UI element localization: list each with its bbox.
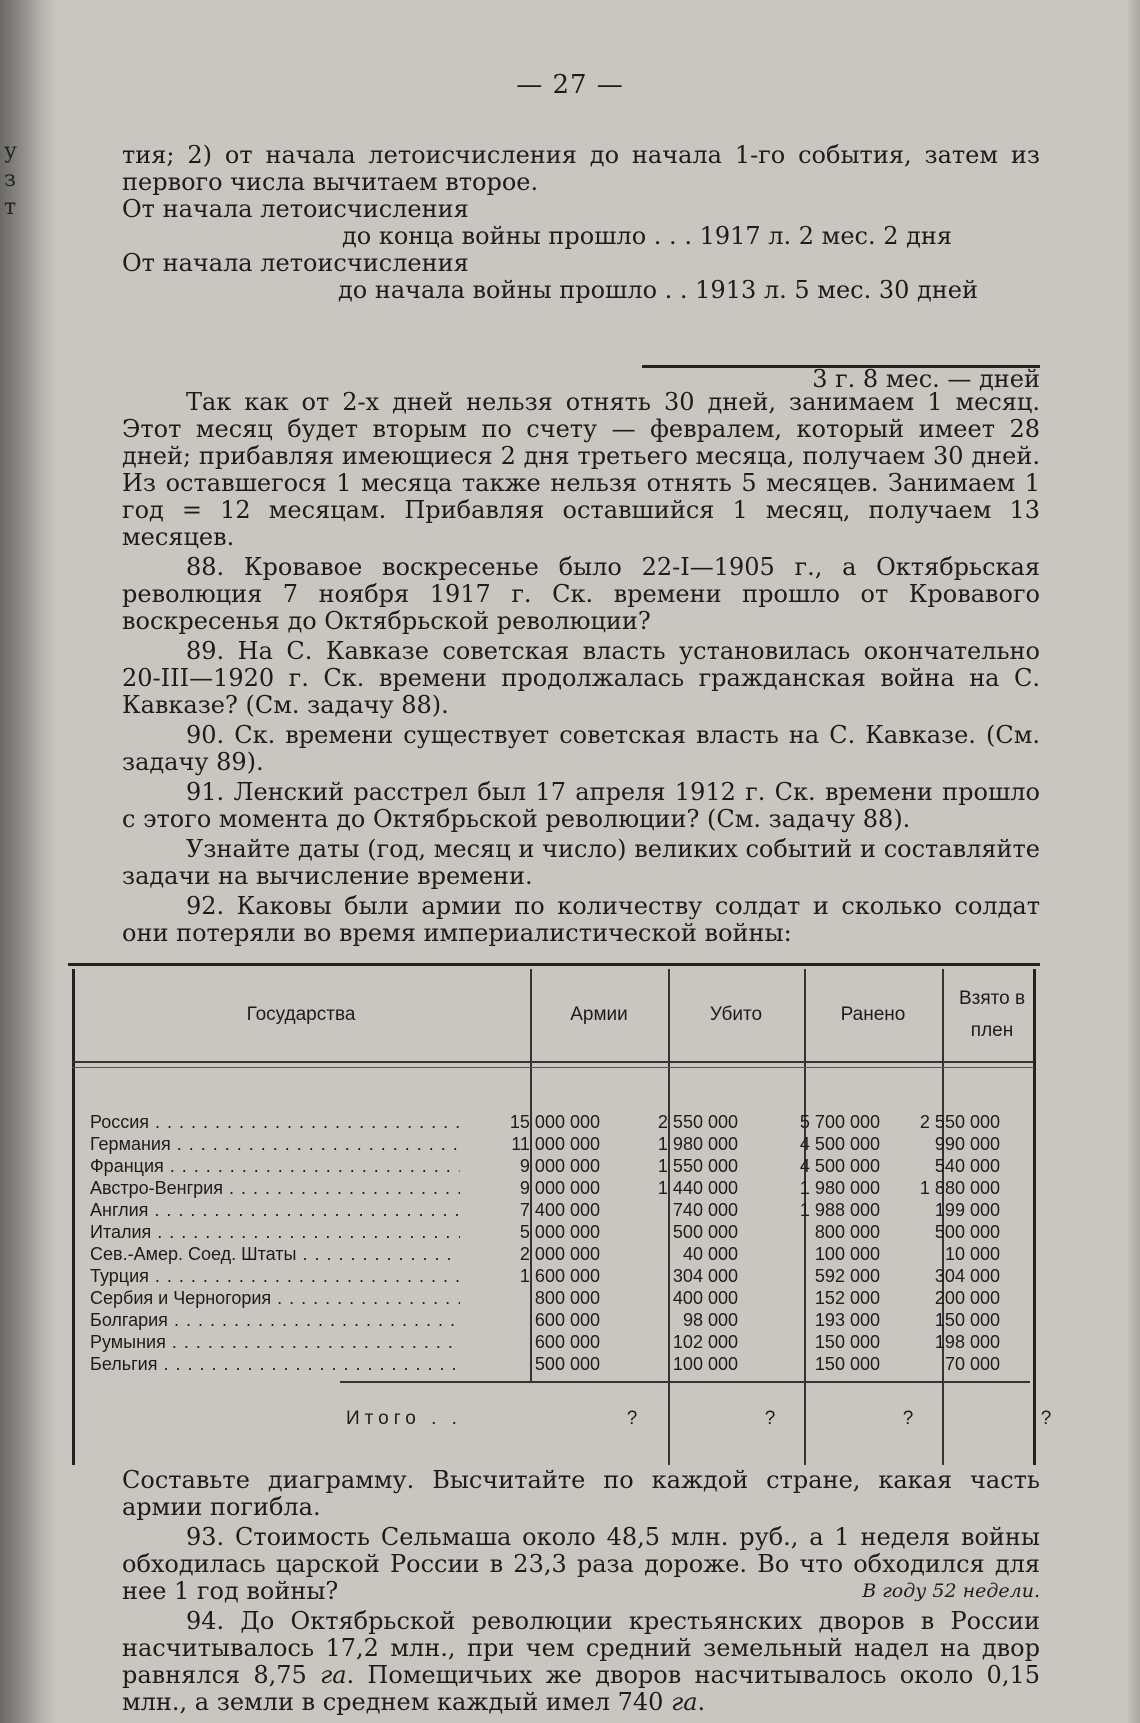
wounded-value: 592 000 [814, 1266, 880, 1286]
wounded-value: 150 000 [814, 1332, 880, 1352]
header-killed: Убито [709, 1004, 763, 1025]
killed-value: 102 000 [672, 1332, 738, 1352]
wounded-value: 5 700 000 [799, 1112, 880, 1132]
wounded-value: 800 000 [814, 1222, 880, 1242]
problem-90: 90. Ск. времени существует советская власть на С. Кавказе. (См. задачу 89). [122, 721, 1040, 776]
total-army: ? [626, 1408, 638, 1429]
book-spine-shadow [0, 0, 58, 1723]
problem-88: 88. Кровавое воскресенье было 22-I—1905 г., а Октябрьская революция 7 ноября 1917 г. Ск. времени прошло от Кровавого воскресенья до Октябрьской революции? [122, 553, 1040, 635]
killed-value: 400 000 [672, 1288, 738, 1308]
army-value: 15 000 000 [509, 1112, 600, 1132]
page-number: — 27 — [516, 70, 624, 100]
table-row [90, 1111, 1040, 1133]
page-content [90, 141, 1052, 1716]
header-army: Армии [570, 1004, 628, 1025]
killed-value: 500 000 [672, 1222, 738, 1242]
wounded-value: 193 000 [814, 1310, 880, 1330]
table-row [90, 1353, 1040, 1375]
unit-hectare: га [671, 1688, 698, 1716]
total-killed: ? [764, 1408, 776, 1429]
table-top-rule [68, 963, 1040, 966]
captured-value: 500 000 [934, 1222, 1000, 1242]
state-name: Франция . . . [90, 1155, 460, 1177]
margin-letter: у [4, 139, 17, 164]
wounded-value: 1 988 000 [799, 1200, 880, 1220]
captured-value: 2 550 000 [919, 1112, 1000, 1132]
state-name: Германия . . . [90, 1133, 460, 1155]
table-row [90, 1243, 1040, 1265]
header-rule [72, 1067, 1034, 1068]
captured-value: 990 000 [934, 1134, 1000, 1154]
page-edge [1126, 0, 1140, 1723]
calc-line-1b: до конца войны прошло . . . 1917 л. 2 мес. 2 дня [342, 222, 953, 250]
problem-91: 91. Ленский расстрел был 17 апреля 1912 г. Ск. времени прошло с этого момента до Октябрьской революции? (См. задачу 88). [122, 778, 1040, 833]
margin-letter: т [4, 195, 17, 220]
captured-value: 200 000 [934, 1288, 1000, 1308]
killed-value: 1 980 000 [657, 1134, 738, 1154]
captured-value: 304 000 [934, 1266, 1000, 1286]
problem-92: 92. Каковы были армии по количеству солдат и сколько солдат они потеряли во время империалистической войны: [122, 892, 1040, 947]
wounded-value: 1 980 000 [799, 1178, 880, 1198]
state-name: Сербия и Черногория . . . [90, 1287, 460, 1309]
army-value: 1 600 000 [519, 1266, 600, 1286]
war-losses-table [90, 963, 1052, 1467]
total-wounded: ? [902, 1408, 914, 1429]
state-name: Англия . . . [90, 1199, 460, 1221]
army-value: 600 000 [534, 1332, 600, 1352]
margin-letter: з [4, 167, 16, 192]
state-name: Румыния . . . [90, 1331, 460, 1353]
total-rule [340, 1381, 1030, 1383]
table-row [90, 1287, 1040, 1309]
header-captured: Взято в плен [958, 988, 1026, 1041]
problem-94 [122, 1608, 1040, 1716]
problem-94-text: 94. До Октябрьской революции крестьянских дворов в России насчитывалось 17,2 млн., при чем средний земельный надел на двор равнялся 8,75 [122, 1607, 1040, 1689]
instruction-paragraph: Узнайте даты (год, месяц и число) великих событий и составляйте задачи на вычисление времени. [122, 835, 1040, 890]
state-name: Бельгия . . . [90, 1353, 460, 1375]
total-captured: ? [1040, 1408, 1052, 1429]
killed-value: 1 550 000 [657, 1156, 738, 1176]
captured-value: 70 000 [944, 1354, 1000, 1374]
table-row [90, 1133, 1040, 1155]
army-value: 800 000 [534, 1288, 600, 1308]
state-name: Австро-Венгрия . . . [90, 1177, 460, 1199]
problem-94-text-cont: . Помещичьих же дворов насчитывалось около 0,15 млн., а земли в среднем каждый имел 740 [122, 1661, 1040, 1716]
army-value: 11 000 000 [511, 1134, 600, 1154]
problem-94-end: . [697, 1688, 706, 1716]
calc-result: 3 г. 8 мес. — дней [812, 365, 1040, 393]
killed-value: 740 000 [672, 1200, 738, 1220]
table-row [90, 1331, 1040, 1353]
wounded-value: 152 000 [814, 1288, 880, 1308]
table-row [90, 1309, 1040, 1331]
table-row [90, 1221, 1040, 1243]
killed-value: 40 000 [682, 1244, 738, 1264]
problem-89: 89. На С. Кавказе советская власть установилась окончательно 20-III—1920 г. Ск. времени продолжалась гражданская война на С. Кавказе? (См. задачу 88). [122, 637, 1040, 719]
killed-value: 2 550 000 [657, 1112, 738, 1132]
state-name: Италия . . . [90, 1221, 460, 1243]
killed-value: 1 440 000 [657, 1178, 738, 1198]
intro-paragraph: тия; 2) от начала летоисчисления до начала 1-го события, затем из первого числа вычитаем второе. [122, 141, 1040, 196]
total-label: Итого . . [346, 1408, 462, 1429]
captured-value: 540 000 [934, 1156, 1000, 1176]
problem-93-note: В году 52 недели. [862, 1580, 1040, 1602]
header-wounded: Ранено [840, 1004, 906, 1025]
army-value: 5 000 000 [519, 1222, 600, 1242]
header-rule [72, 1061, 1034, 1063]
calc-line-2a: От начала летоисчисления [122, 249, 469, 277]
date-calculation [122, 196, 1040, 393]
table-row [90, 1155, 1040, 1177]
table-body [90, 1111, 1040, 1375]
wounded-value: 4 500 000 [799, 1156, 880, 1176]
captured-value: 150 000 [934, 1310, 1000, 1330]
wounded-value: 150 000 [814, 1354, 880, 1374]
captured-value: 1 880 000 [919, 1178, 1000, 1198]
problem-93: 93. Стоимость Сельмаша около 48,5 млн. руб., а 1 неделя войны обходилась царской России в 23,3 раза дороже. Во что обходился для нее 1 год войны? [122, 1523, 1040, 1605]
army-value: 500 000 [534, 1354, 600, 1374]
calc-line-1a: От начала летоисчисления [122, 195, 469, 223]
captured-value: 198 000 [934, 1332, 1000, 1352]
state-name: Турция . . . [90, 1265, 460, 1287]
killed-value: 304 000 [672, 1266, 738, 1286]
table-row [90, 1199, 1040, 1221]
army-value: 2 000 000 [519, 1244, 600, 1264]
army-value: 9 000 000 [519, 1156, 600, 1176]
army-value: 9 000 000 [519, 1178, 600, 1198]
calc-line-2b: до начала войны прошло . . 1913 л. 5 мес. 30 дней [338, 276, 978, 304]
explanation-paragraph: Так как от 2-х дней нельзя отнять 30 дней, занимаем 1 месяц. Этот месяц будет вторым по счету — февралем, который имеет 28 дней; прибавляя имеющиеся 2 дня третьего месяца, получаем 30 дней. Из оставшегося 1 месяца также нельзя отнять 5 месяцев. Занимаем 1 год = 12 месяцам. Прибавляя оставшийся 1 месяц, получаем 13 месяцев. [122, 388, 1040, 551]
table-row [90, 1177, 1040, 1199]
captured-value: 10 000 [944, 1244, 1000, 1264]
captured-value: 199 000 [934, 1200, 1000, 1220]
previous-page-margin-letters [4, 138, 26, 222]
killed-value: 100 000 [672, 1354, 738, 1374]
diagram-instruction: Составьте диаграмму. Высчитайте по каждой стране, какая часть армии погибла. [122, 1466, 1040, 1521]
wounded-value: 4 500 000 [799, 1134, 880, 1154]
killed-value: 98 000 [682, 1310, 738, 1330]
header-state: Государства [246, 1004, 356, 1025]
army-value: 600 000 [534, 1310, 600, 1330]
wounded-value: 100 000 [814, 1244, 880, 1264]
unit-hectare: га [320, 1661, 347, 1689]
table-row [90, 1265, 1040, 1287]
state-name: Болгария . . . [90, 1309, 460, 1331]
army-value: 7 400 000 [519, 1200, 600, 1220]
state-name: Сев.-Амер. Соед. Штаты . . . [90, 1243, 460, 1265]
state-name: Россия . . . [90, 1111, 460, 1133]
